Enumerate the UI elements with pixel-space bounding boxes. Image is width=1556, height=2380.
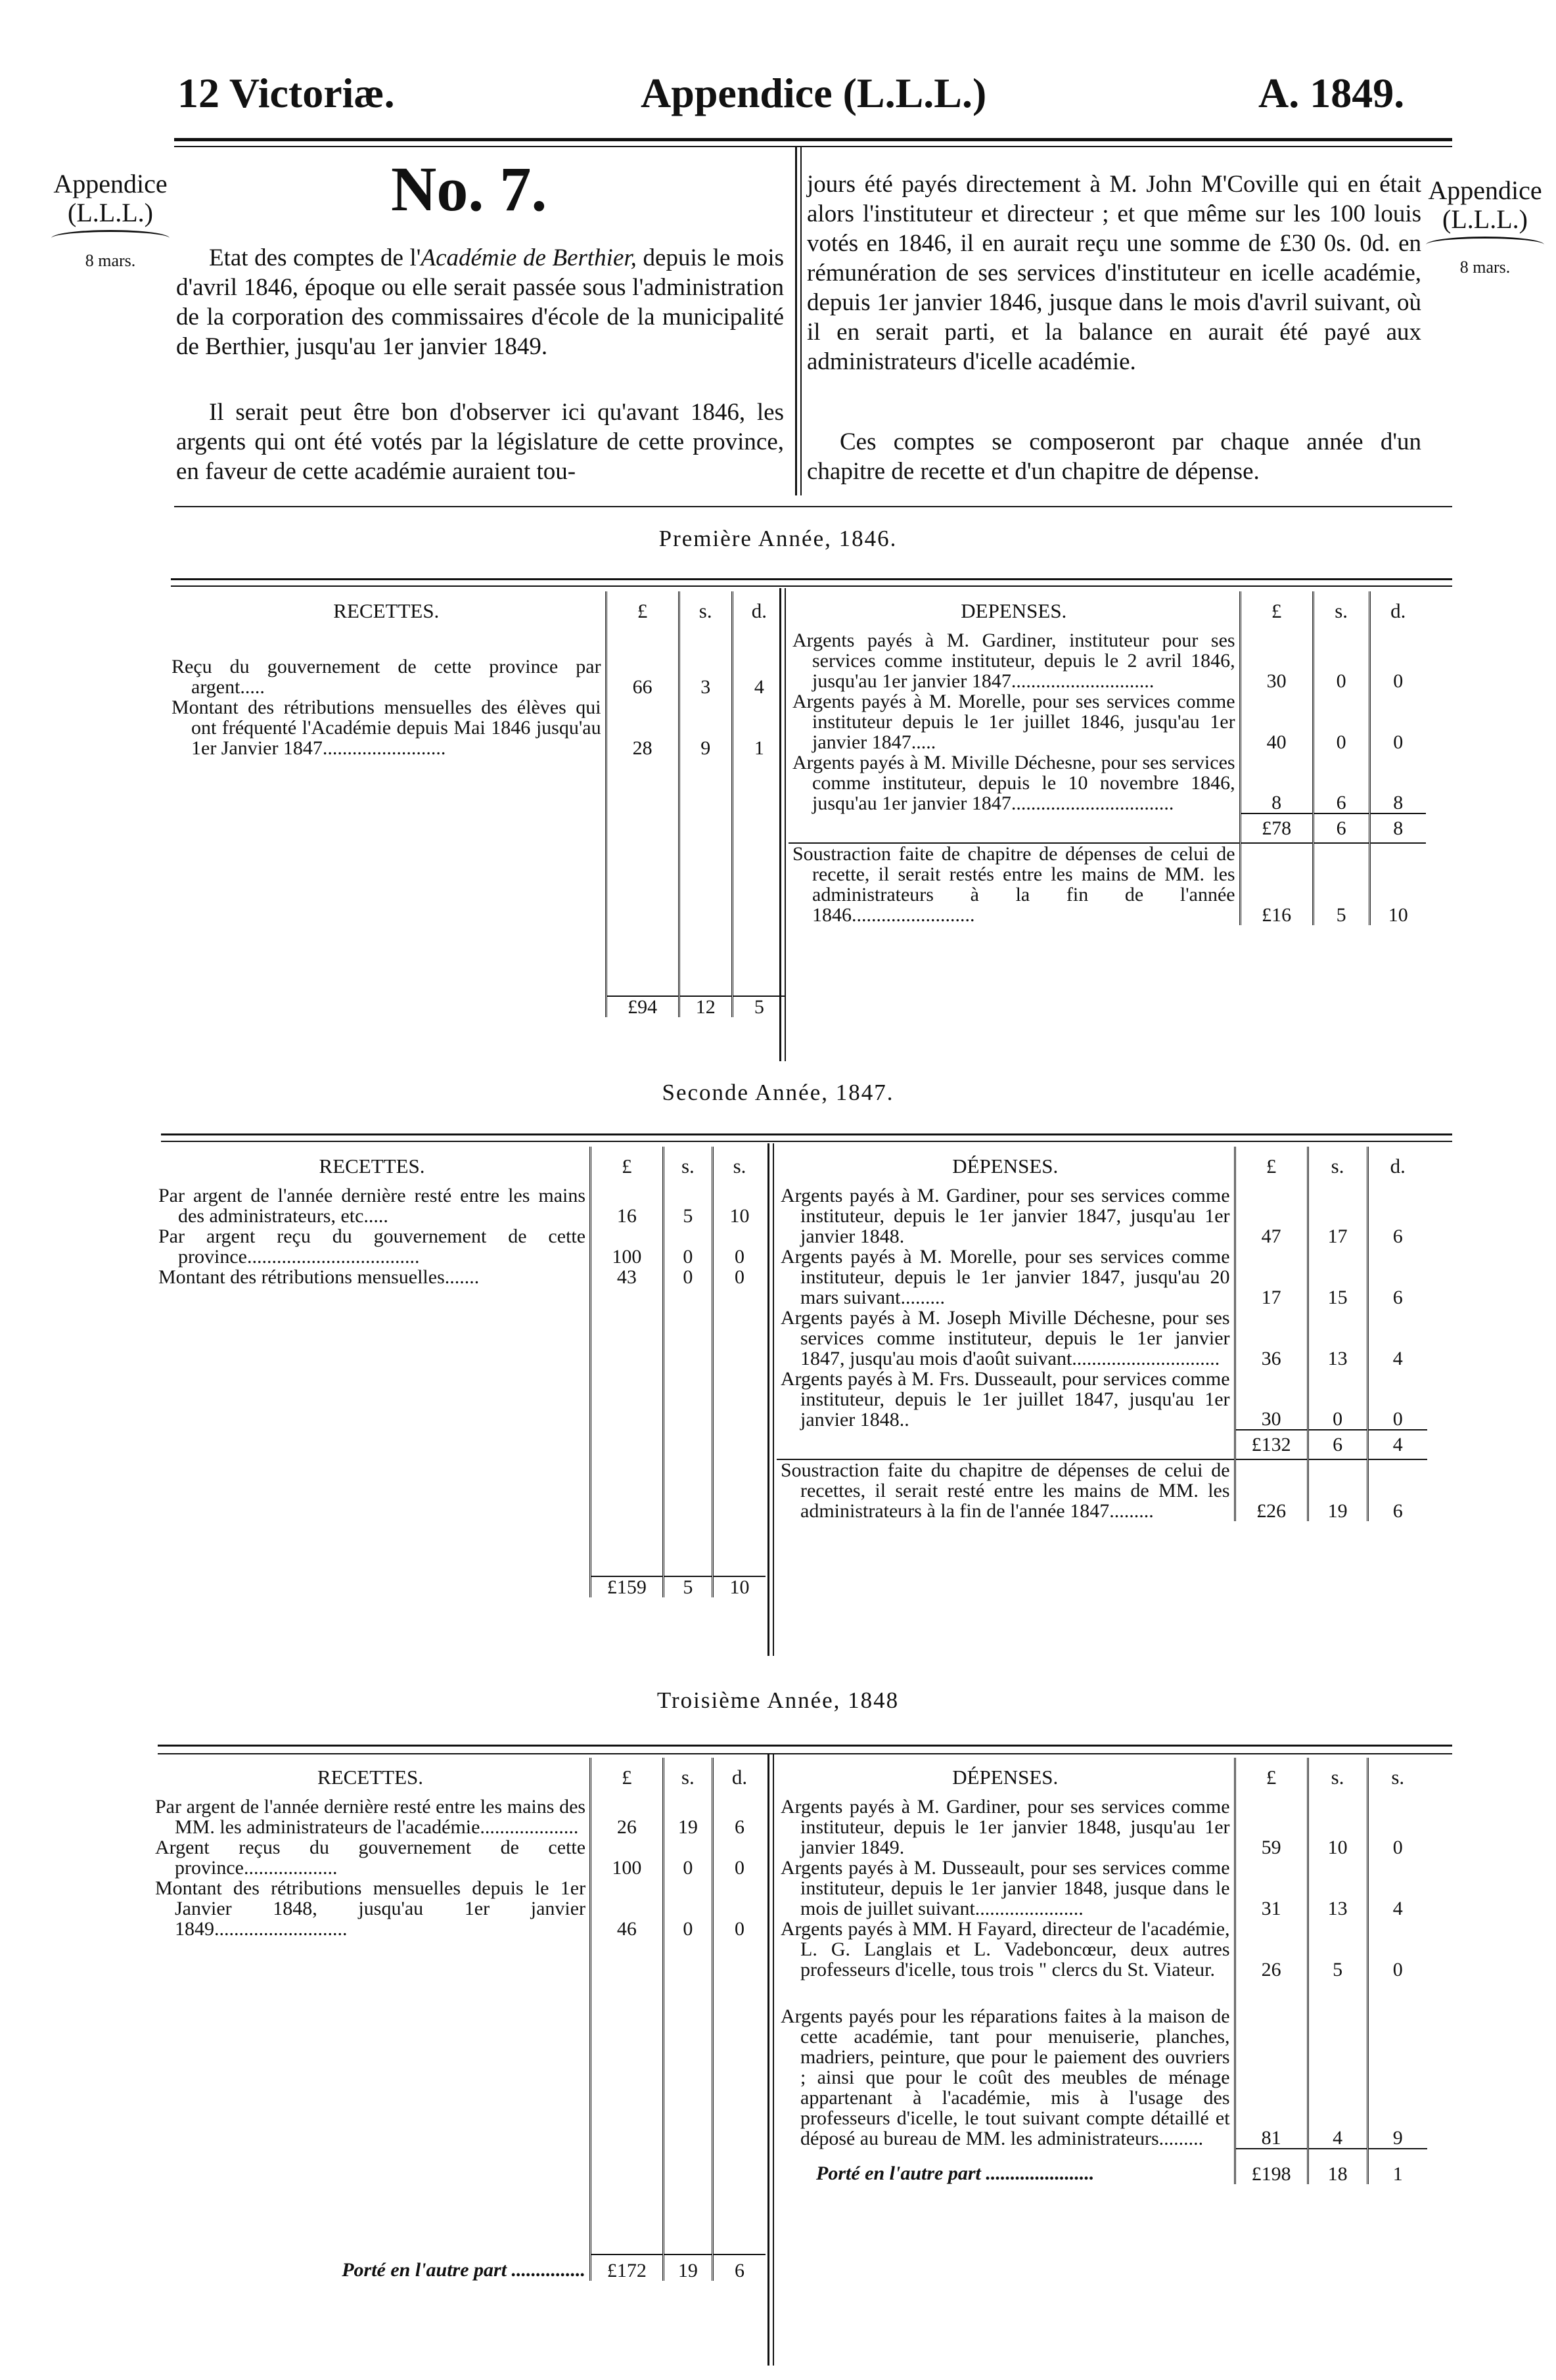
margin-label-1: Appendice: [53, 169, 168, 198]
amount-pence: 0: [1393, 731, 1404, 753]
amount-pence: 6: [735, 1816, 745, 1838]
entry-text: Argents payés à M. Morelle, pour ses services comme instituteur depuis le 1er juillet 1846, jusqu'au 1er janvier 1847.....: [789, 691, 1240, 752]
entry-text: Argents payés à M. Morelle, pour ses services comme instituteur, depuis le 1er janvier 1847, jusqu'au 20 mars suivant.........: [777, 1247, 1235, 1308]
total-shillings: 18: [1308, 2149, 1367, 2184]
table-divider: [773, 1143, 774, 1656]
margin-label-2: (L.L.L.): [68, 198, 153, 227]
entry-text: Argents payés à M. Miville Déchesne, pour ses services comme instituteur, depuis le 10 novembre 1846, jusqu'au 1er janvier 1847.................................: [789, 752, 1240, 813]
table-row: [777, 1369, 1427, 1430]
margin-date: 8 mars.: [85, 251, 136, 270]
amount-pence: 8: [1393, 792, 1404, 813]
table-row: [789, 752, 1426, 813]
table-top-rule: [158, 1745, 1452, 1754]
col-header-pounds: £: [1240, 591, 1313, 630]
entry-text: Par argent de l'année dernière resté entre les mains des administrateurs, etc.....: [154, 1185, 591, 1226]
document-number: No. 7.: [391, 154, 547, 224]
table-row: [151, 1837, 766, 1878]
entry-text: Montant des rétributions mensuelles.......: [154, 1267, 591, 1287]
entry-text: Argents payés à MM. H Fayard, directeur de l'académie, L. G. Langlais et L. Vadeboncœur, deux autres professeurs d'icelle, tous trois " clercs du St. Viateur.: [777, 1919, 1235, 1980]
section-title-1848: Troisième Année, 1848: [656, 1687, 900, 1713]
amount-pounds: 47: [1235, 1185, 1308, 1247]
amount-shillings: 19: [663, 1796, 712, 1837]
header-left: 12 Victoriæ.: [177, 70, 395, 116]
margin-label-1: Appendice: [1428, 175, 1542, 205]
table-divider: [785, 588, 786, 1061]
amount-pence: 4: [1392, 1348, 1403, 1369]
table-row: [151, 1878, 766, 1939]
col-header-pence: d.: [1390, 599, 1406, 622]
amount-pounds: 26: [591, 1796, 664, 1837]
margin-brace: [51, 230, 170, 246]
intro-prefix: Etat des comptes de l': [209, 244, 421, 271]
amount-shillings: 13: [1308, 1858, 1367, 1919]
amount-shillings: 0: [663, 1226, 712, 1267]
col-header-pence: s.: [733, 1155, 746, 1178]
depenses-table-1847: [777, 1147, 1427, 1521]
amount-shillings: 0: [1313, 630, 1369, 691]
total-shillings: 5: [663, 1576, 712, 1597]
entry-text: Argents payés pour les réparations faites à la maison de cette académie, tant pour menuiserie, planches, madriers, peinture, que pour le paiement des ouvriers ; ainsi que pour le coût des meubles de ménage appartenant à l'académie, mis à l'usage des professeurs d'icelle, le tout suivant compte détaillé et déposé au bureau de MM. les administrateurs.........: [777, 1980, 1235, 2149]
entry-text: Argents payés à M. Gardiner, pour ses services comme instituteur, depuis le 1er janvier 1848, jusqu'au 1er janvier 1849.: [777, 1796, 1235, 1858]
amount-shillings: 0: [1313, 691, 1369, 752]
col-header-depenses: DÉPENSES.: [777, 1147, 1235, 1185]
table-divider: [779, 588, 781, 1061]
depenses-table-1848: [777, 1758, 1427, 2184]
balance-pounds: £26: [1235, 1459, 1308, 1521]
amount-pounds: 31: [1235, 1858, 1308, 1919]
table-row: [777, 1185, 1427, 1247]
total-pounds: £198: [1235, 2149, 1308, 2184]
intro-rest: depuis le mois d'avril 1846, époque ou elle serait passée sous l'administration de la corporation des commissaires d'école de la municipalité de Berthier, jusqu'au 1er janvier 1849.: [176, 244, 785, 360]
col-header-shillings: s.: [1313, 591, 1369, 630]
amount-pounds: 8: [1240, 752, 1313, 813]
entry-text: Argents payés à M. Joseph Miville Déchesne, pour ses services comme instituteur, depuis le 1er janvier 1847, jusqu'au mois d'août suivant..............................: [777, 1308, 1235, 1369]
subtotal-row: [789, 813, 1426, 843]
total-pence: 1: [1367, 2149, 1427, 2184]
amount-pounds: 100: [591, 1837, 664, 1878]
total-shillings: 12: [679, 996, 732, 1017]
amount-shillings: 4: [1308, 1980, 1367, 2149]
total-shillings: 19: [663, 2254, 712, 2281]
column-divider-2: [800, 147, 802, 495]
entry-text: Argents payés à M. Frs. Dusseault, pour services comme instituteur, depuis le 1er juillet 1847, jusqu'au 1er janvier 1848..: [777, 1369, 1235, 1430]
amount-pence: 1: [754, 737, 764, 759]
table-row: [154, 1267, 766, 1287]
table-divider: [773, 1754, 774, 2366]
subtotal-shillings: 6: [1313, 813, 1369, 843]
header-rule: [174, 138, 1452, 141]
subtotal-pence: 8: [1369, 813, 1426, 843]
subtotal-pounds: £132: [1235, 1430, 1308, 1459]
total-row: [777, 2149, 1427, 2184]
amount-shillings: 0: [1308, 1369, 1367, 1430]
col-header-pence: d.: [751, 599, 767, 622]
amount-pounds: 17: [1235, 1247, 1308, 1308]
amount-pence: 9: [1392, 2127, 1403, 2149]
amount-shillings: 10: [1308, 1796, 1367, 1858]
margin-note-right: [1419, 176, 1551, 282]
entry-text: Montant des rétributions mensuelles depuis le 1er Janvier 1848, jusqu'au 1er janvier 1849...........................: [151, 1878, 591, 1939]
header-right: A. 1849.: [1258, 70, 1405, 116]
amount-pounds: 30: [1235, 1369, 1308, 1430]
total-pence: 10: [713, 1576, 766, 1597]
recettes-table-1847: [154, 1147, 766, 1597]
entry-text: Argents payés à M. Gardiner, pour ses services comme instituteur, depuis le 1er janvier 1847, jusqu'au 1er janvier 1848.: [777, 1185, 1235, 1247]
header-rule-thin: [174, 146, 1452, 147]
amount-shillings: 17: [1308, 1185, 1367, 1247]
entry-text: Argent reçus du gouvernement de cette province...................: [151, 1837, 591, 1878]
balance-shillings: 19: [1308, 1459, 1367, 1521]
total-pounds: £94: [606, 996, 679, 1017]
balance-pence: 6: [1367, 1459, 1427, 1521]
amount-pence: 0: [735, 1266, 745, 1288]
amount-pounds: 16: [591, 1185, 664, 1226]
amount-pence: 4: [1392, 1898, 1403, 1919]
table-row: [789, 630, 1426, 691]
table-top-rule: [161, 1133, 1452, 1142]
amount-pence: 0: [1392, 1408, 1403, 1430]
col-header-shillings: s.: [663, 1147, 712, 1185]
amount-shillings: 0: [663, 1878, 712, 1939]
amount-pence: 0: [1392, 1837, 1403, 1858]
margin-date: 8 mars.: [1459, 258, 1511, 277]
balance-pence: 10: [1369, 843, 1426, 925]
table-divider: [767, 1143, 769, 1656]
amount-pounds: 30: [1240, 630, 1313, 691]
col-header-shillings: s.: [1308, 1758, 1367, 1796]
entry-text: Reçu du gouvernement de cette province par argent.....: [168, 630, 606, 697]
intro-paragraph: [176, 243, 784, 361]
col-header-pounds: £: [591, 1758, 664, 1796]
balance-shillings: 5: [1313, 843, 1369, 925]
amount-pence: 10: [729, 1205, 750, 1227]
amount-shillings: 5: [663, 1185, 712, 1226]
table-divider: [767, 1754, 769, 2366]
table-row: [151, 1796, 766, 1837]
observation-paragraph: Il serait peut être bon d'observer ici qu'avant 1846, les argents qui ont été votés par la législature de cette province, en faveur de cette académie auraient tou-: [176, 399, 784, 485]
amount-pounds: 66: [606, 630, 679, 697]
amount-shillings: 6: [1313, 752, 1369, 813]
col-header-shillings: s.: [1308, 1147, 1367, 1185]
section-title-1846: Première Année, 1846.: [658, 526, 898, 551]
balance-pounds: £16: [1240, 843, 1313, 925]
total-row: [151, 2254, 766, 2281]
balance-row: [777, 1459, 1427, 1521]
recettes-table-1848: [151, 1758, 766, 2281]
total-pounds: £172: [591, 2254, 664, 2281]
amount-pence: 0: [1392, 1959, 1403, 1980]
col-header-depenses: DEPENSES.: [789, 591, 1240, 630]
table-row: [777, 1247, 1427, 1308]
total-row: [154, 1576, 766, 1597]
col-header-pounds: £: [1235, 1758, 1308, 1796]
depenses-table-1846: [789, 591, 1426, 925]
margin-note-left: [45, 170, 176, 275]
entry-text: Par argent reçu du gouvernement de cette province...................................: [154, 1226, 591, 1267]
header-center: Appendice (L.L.L.): [641, 70, 987, 116]
entry-text: Argents payés à M. Dusseault, pour ses services comme instituteur, depuis le 1er janvier 1848, jusque dans le mois de juillet suivant......................: [777, 1858, 1235, 1919]
amount-pounds: 26: [1235, 1919, 1308, 1980]
table-row: [777, 1980, 1427, 2149]
amount-pounds: 100: [591, 1226, 664, 1267]
table-row: [168, 630, 785, 697]
total-pence: 5: [732, 996, 785, 1017]
amount-pence: 0: [735, 1857, 745, 1879]
amount-pounds: 36: [1235, 1308, 1308, 1369]
col-header-recettes: RECETTES.: [154, 1147, 591, 1185]
balance-text: Soustraction faite de chapitre de dépenses de celui de recette, il serait restés entre les mains de MM. les administrateurs à la fin de l'année 1846.........................: [789, 843, 1240, 925]
amount-shillings: 0: [663, 1267, 712, 1287]
carried-forward-label: Porté en l'autre part ......................: [777, 2149, 1235, 2184]
entry-text: Montant des rétributions mensuelles des élèves qui ont fréquenté l'Académie depuis Mai 1846 jusqu'au 1er Janvier 1847.........................: [168, 697, 606, 758]
margin-brace: [1426, 237, 1544, 253]
section-title-1847: Seconde Année, 1847.: [662, 1080, 894, 1105]
col-header-depenses: DÉPENSES.: [777, 1758, 1235, 1796]
margin-label-2: (L.L.L.): [1442, 204, 1528, 234]
balance-text: Soustraction faite du chapitre de dépenses de celui de recettes, il serait resté entre les mains de MM. les administrateurs à la fin de l'année 1847.........: [777, 1459, 1235, 1521]
col-header-shillings: s.: [663, 1758, 712, 1796]
subtotal-pounds: £78: [1240, 813, 1313, 843]
entry-text: Par argent de l'année dernière resté entre les mains des MM. les administrateurs de l'académie....................: [151, 1796, 591, 1837]
amount-shillings: 5: [1308, 1919, 1367, 1980]
table-row: [168, 697, 785, 758]
amount-pence: 4: [754, 676, 764, 698]
col-header-recettes: RECETTES.: [151, 1758, 591, 1796]
column-divider: [795, 147, 797, 495]
amount-pence: 0: [735, 1246, 745, 1268]
total-pounds: £159: [591, 1576, 664, 1597]
amount-pence: 0: [1393, 670, 1404, 692]
subtotal-shillings: 6: [1308, 1430, 1367, 1459]
amount-pence: 6: [1392, 1225, 1403, 1247]
col-header-pounds: £: [606, 591, 679, 630]
col-header-pounds: £: [591, 1147, 664, 1185]
amount-shillings: 0: [663, 1837, 712, 1878]
amount-pounds: 40: [1240, 691, 1313, 752]
continuation-paragraph: jours été payés directement à M. John M'Coville qui en était alors l'instituteur et directeur ; et que même sur les 100 louis votés en 1846, il en aurait reçu une somme de £30 0s. 0d. en rémunération de ses services d'instituteur en icelle académie, depuis 1er janvier 1846, jusque dans le mois d'avril suivant, où il en serait parti, et la balance en aurait été payé aux administrateurs d'icelle académie.: [807, 171, 1421, 375]
amount-pounds: 28: [606, 697, 679, 758]
table-top-rule: [171, 578, 1452, 587]
entry-text: Argents payés à M. Gardiner, instituteur pour ses services comme instituteur, depuis le 2 avril 1846, jusqu'au 1er janvier 1847.............................: [789, 630, 1240, 691]
amount-shillings: 3: [679, 630, 732, 697]
amount-pounds: 46: [591, 1878, 664, 1939]
table-row: [789, 691, 1426, 752]
intro-italic: Académie de Berthier,: [421, 244, 637, 271]
col-header-shillings: s.: [679, 591, 732, 630]
amount-pounds: 81: [1235, 1980, 1308, 2149]
col-header-pence: d.: [731, 1766, 748, 1789]
col-header-recettes: RECETTES.: [168, 591, 606, 630]
recettes-table-1846: [168, 591, 785, 1017]
table-row: [777, 1308, 1427, 1369]
section-rule: [174, 506, 1452, 507]
total-row: [168, 996, 785, 1017]
amount-pence: 0: [735, 1918, 745, 1940]
amount-shillings: 9: [679, 697, 732, 758]
table-row: [777, 1858, 1427, 1919]
table-row: [777, 1919, 1427, 1980]
col-header-pounds: £: [1235, 1147, 1308, 1185]
amount-pounds: 43: [591, 1267, 664, 1287]
amount-shillings: 13: [1308, 1308, 1367, 1369]
table-row: [777, 1796, 1427, 1858]
table-row: [154, 1185, 766, 1226]
col-header-pence: s.: [1391, 1766, 1405, 1789]
total-pence: 6: [713, 2254, 766, 2281]
carried-forward-label: Porté en l'autre part ...............: [151, 2254, 591, 2281]
table-row: [154, 1226, 766, 1267]
amount-pounds: 59: [1235, 1796, 1308, 1858]
structure-paragraph: Ces comptes se composeront par chaque année d'un chapitre de recette et d'un chapitre de dépense.: [807, 428, 1421, 485]
subtotal-row: [777, 1430, 1427, 1459]
amount-pence: 6: [1392, 1287, 1403, 1308]
subtotal-pence: 4: [1367, 1430, 1427, 1459]
col-header-pence: d.: [1390, 1155, 1406, 1178]
balance-row: [789, 843, 1426, 925]
amount-shillings: 15: [1308, 1247, 1367, 1308]
